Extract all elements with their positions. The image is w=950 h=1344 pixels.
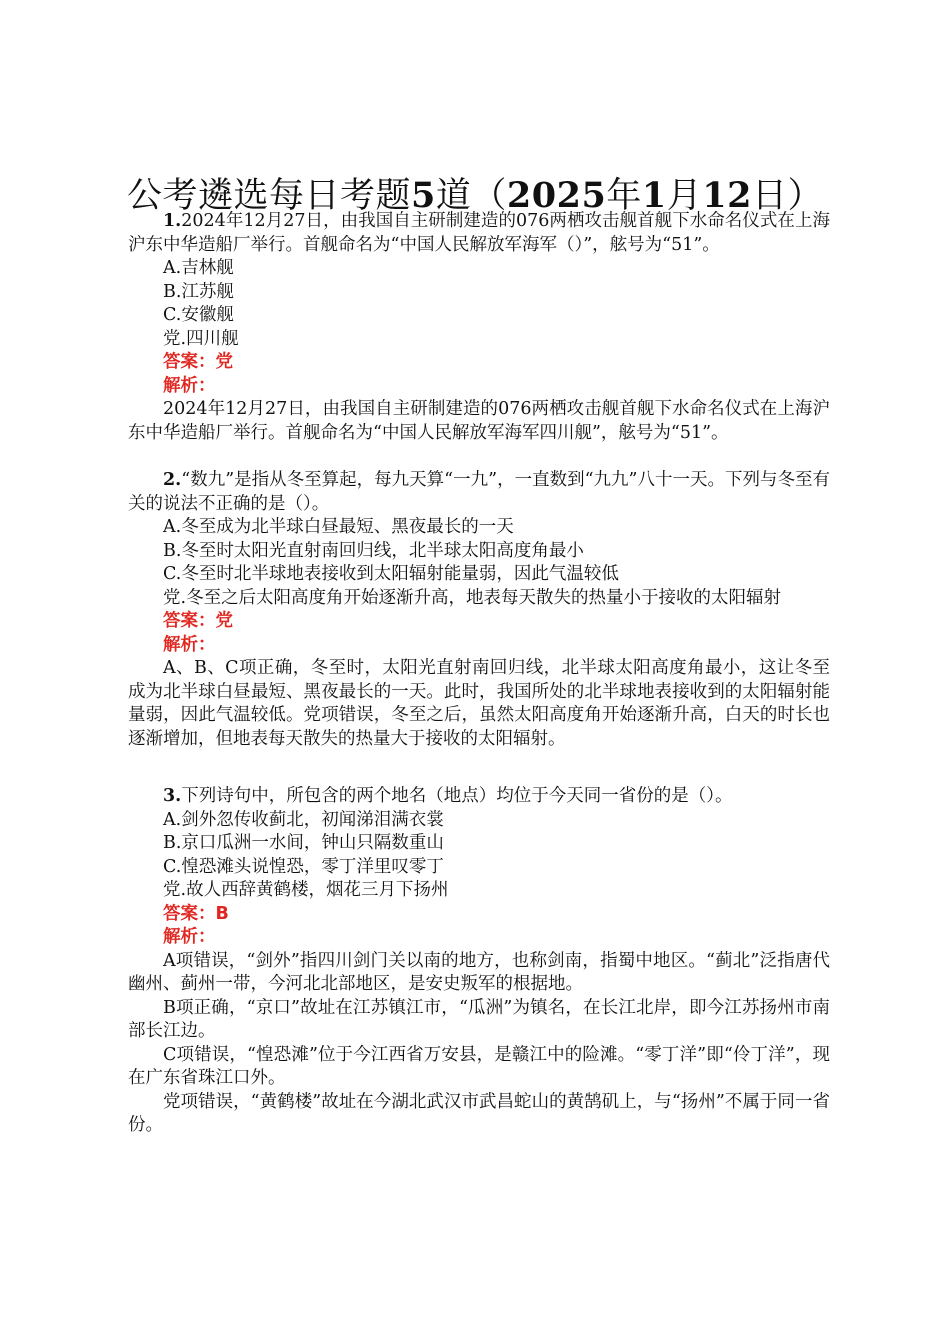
title-text: 日） [751, 176, 823, 216]
question-text: 2024年12月27日，由我国自主研制建造的076两栖攻击舰首舰下水命名仪式在上海沪东中华造船厂举行。首舰命名为“中国人民解放军海军（）”，舷号为“51”。 [128, 211, 830, 255]
question-1 [128, 210, 830, 445]
answer-label: 答案：党 [163, 352, 233, 372]
question-3 [128, 785, 830, 1138]
option-c: C.冬至时北半球地表接收到太阳辐射能量弱，因此气温较低 [163, 564, 619, 584]
question-stem [128, 785, 830, 809]
analysis-text: C项错误，“惶恐滩”位于今江西省万安县，是赣江中的险滩。“零丁洋”即“伶丁洋”，现在广东省珠江口外。 [128, 1044, 830, 1088]
title-year: 2025 [506, 175, 607, 216]
analysis-label: 解析： [163, 634, 216, 655]
option-b: B.京口瓜洲一水间，钟山只隔数重山 [163, 833, 444, 853]
analysis-text: 2024年12月27日，由我国自主研制建造的076两栖攻击舰首舰下水命名仪式在上海沪东中华造船厂举行。首舰命名为“中国人民解放军海军四川舰”，舷号为“51”。 [128, 399, 830, 443]
option-b: B.冬至时太阳光直射南回归线，北半球太阳高度角最小 [163, 540, 584, 561]
question-number: 3. [163, 786, 182, 806]
option-c: C.安徽舰 [163, 305, 234, 325]
spacer [128, 751, 830, 785]
title-count: 5 [411, 175, 436, 216]
analysis-label: 解析： [163, 927, 216, 947]
option-d: 党.冬至之后太阳高度角开始逐渐升高，地表每天散失的热量小于接收的太阳辐射 [163, 587, 782, 608]
questions-content [128, 210, 830, 1138]
option-d: 党.故人西辞黄鹤楼，烟花三月下扬州 [163, 880, 449, 900]
analysis-label: 解析： [163, 375, 216, 396]
title-text: 月 [666, 176, 703, 216]
answer-label: 答案：党 [163, 611, 233, 631]
analysis-text: A、B、C项正确，冬至时，太阳光直射南回归线，北半球太阳高度角最小，这让冬至成为北半球白昼最短、黑夜最长的一天。此时，我国所处的北半球地表接收到的太阳辐射能量弱，因此气温较低。党项错误，冬至之后，虽然太阳高度角开始逐渐升高，白天的时长也逐渐增加，但地表每天散失的热量大于接收的太阳辐射。 [128, 658, 830, 749]
question-stem [128, 469, 830, 516]
analysis-text: A项错误，“剑外”指四川剑门关以南的地方，也称剑南，指蜀中地区。“蓟北”泛指唐代幽州、蓟州一带，今河北北部地区，是安史叛军的根据地。 [128, 950, 830, 994]
analysis-text: B项正确，“京口”故址在江苏镇江市，“瓜洲”为镇名，在长江北岸，即今江苏扬州市南部长江边。 [128, 997, 830, 1041]
title-text: 公考遴选每日考题 [127, 176, 412, 216]
question-text: 下列诗句中，所包含的两个地名（地点）均位于今天同一省份的是（）。 [181, 786, 733, 806]
option-a: A.剑外忽传收蓟北，初闻涕泪满衣裳 [163, 809, 444, 830]
title-day: 12 [702, 175, 752, 216]
spacer [128, 445, 830, 469]
question-number: 1. [163, 211, 182, 231]
question-stem [128, 210, 830, 257]
option-c: C.惶恐滩头说惶恐，零丁洋里叹零丁 [163, 856, 444, 877]
option-b: B.江苏舰 [163, 281, 234, 302]
option-a: A.冬至成为北半球白昼最短、黑夜最长的一天 [163, 517, 514, 537]
title-month: 1 [641, 175, 667, 216]
title-text: 道（ [435, 176, 507, 216]
question-2 [128, 469, 830, 751]
analysis-text: 党项错误，“黄鹤楼”故址在今湖北武汉市武昌蛇山的黄鹄矶上，与“扬州”不属于同一省份。 [128, 1091, 830, 1135]
title-text: 年 [606, 176, 642, 216]
question-number: 2. [163, 470, 182, 490]
option-a: A.吉林舰 [163, 258, 234, 278]
option-d: 党.四川舰 [163, 328, 239, 349]
answer-label: 答案：B [163, 903, 229, 924]
question-text: “数九”是指从冬至算起，每九天算“一九”，一直数到“九九”八十一天。下列与冬至有关的说法不正确的是（）。 [128, 470, 830, 514]
